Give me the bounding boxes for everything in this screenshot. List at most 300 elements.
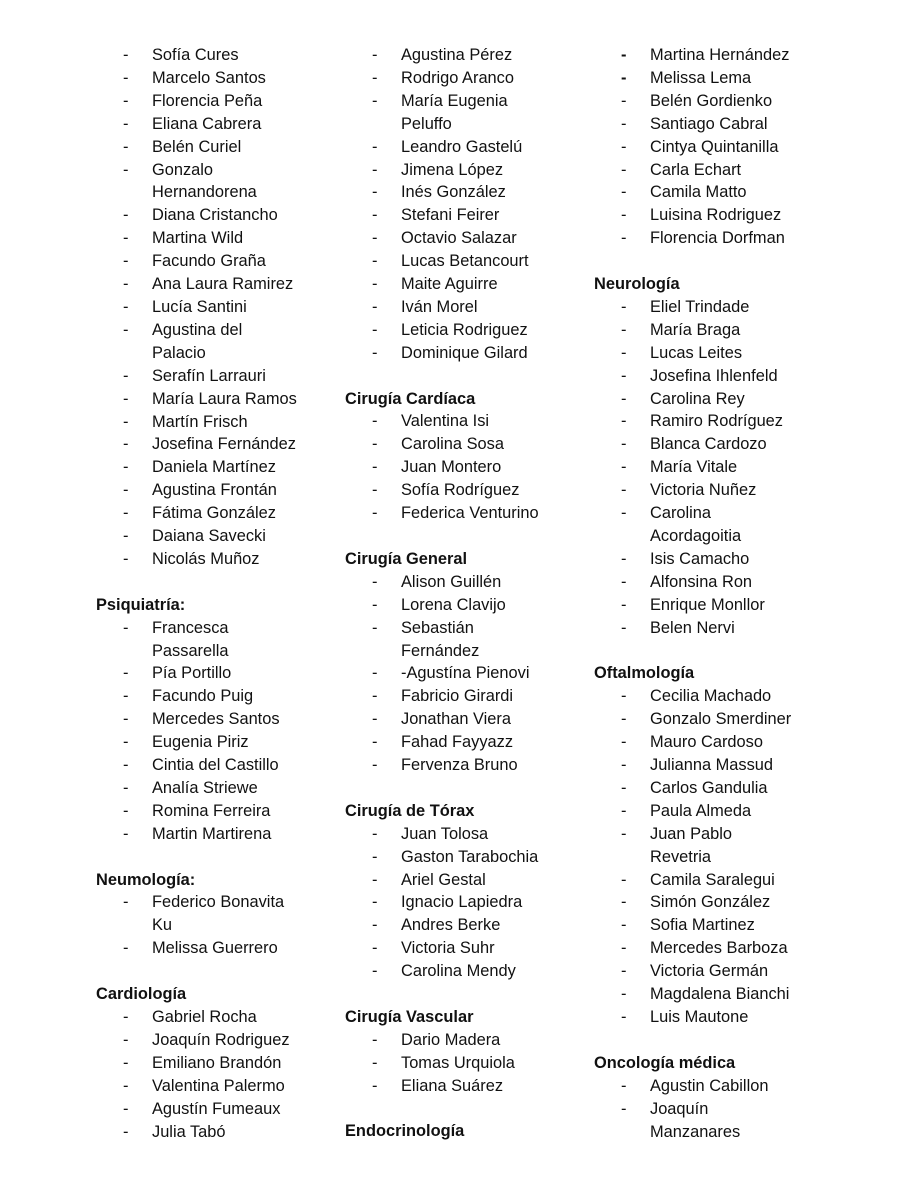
list-item bbox=[96, 937, 346, 960]
bullet-dash: - bbox=[372, 458, 378, 477]
person-name: Agustín Fumeaux bbox=[152, 1099, 281, 1118]
bullet-dash: - bbox=[123, 114, 129, 133]
bullet-dash: - bbox=[372, 916, 378, 935]
name-list bbox=[594, 685, 909, 1029]
section-heading: Endocrinología bbox=[345, 1122, 465, 1141]
person-name: Juan Montero bbox=[401, 458, 502, 477]
person-name: Martin Martirena bbox=[152, 824, 272, 843]
person-name: Sebastián bbox=[401, 618, 474, 637]
person-name: Gabriel Rocha bbox=[152, 1007, 257, 1026]
person-name: Isis Camacho bbox=[650, 549, 750, 568]
person-name: Acordagoitia bbox=[650, 527, 742, 545]
list-item bbox=[96, 1052, 346, 1075]
list-item bbox=[96, 67, 346, 90]
list-item bbox=[594, 342, 909, 365]
bullet-dash: - bbox=[621, 46, 627, 64]
person-name: Alfonsina Ron bbox=[650, 572, 753, 591]
section-spacer bbox=[345, 365, 595, 388]
person-name: Belén Gordienko bbox=[650, 91, 773, 110]
list-item bbox=[345, 44, 595, 67]
bullet-dash: - bbox=[123, 297, 129, 316]
list-item bbox=[345, 433, 595, 456]
bullet-dash: - bbox=[123, 1076, 129, 1095]
person-name: Simón González bbox=[650, 893, 771, 912]
person-name: Nicolás Muñoz bbox=[152, 549, 260, 568]
name-list bbox=[345, 571, 595, 777]
list-item bbox=[345, 227, 595, 250]
person-name: Lorena Clavijo bbox=[401, 595, 506, 614]
list-item bbox=[96, 731, 346, 754]
list-item bbox=[345, 754, 595, 777]
bullet-dash: - bbox=[123, 1099, 129, 1118]
list-item bbox=[594, 181, 909, 204]
bullet-dash: - bbox=[372, 572, 378, 591]
person-name: Daiana Savecki bbox=[152, 527, 266, 546]
name-list bbox=[594, 44, 909, 250]
bullet-dash: - bbox=[123, 275, 129, 294]
list-item bbox=[594, 479, 909, 502]
bullet-dash: - bbox=[372, 1030, 378, 1049]
section-heading: Oftalmología bbox=[594, 664, 695, 683]
bullet-dash: - bbox=[123, 320, 129, 339]
bullet-dash: - bbox=[372, 91, 378, 110]
person-name: Federica Venturino bbox=[401, 504, 539, 523]
person-name: Pía Portillo bbox=[152, 664, 232, 683]
bullet-dash: - bbox=[621, 1099, 627, 1118]
list-item bbox=[345, 1075, 595, 1098]
bullet-dash: - bbox=[621, 343, 627, 362]
list-item bbox=[594, 90, 909, 113]
list-item bbox=[594, 1006, 909, 1029]
list-item bbox=[594, 365, 909, 388]
name-list bbox=[594, 1075, 909, 1144]
person-name: Julianna Massud bbox=[650, 756, 774, 775]
bullet-dash: - bbox=[372, 183, 378, 202]
list-item bbox=[345, 296, 595, 319]
list-item bbox=[594, 113, 909, 136]
person-name: Ariel Gestal bbox=[401, 870, 486, 889]
list-item bbox=[594, 1098, 909, 1144]
list-item bbox=[594, 227, 909, 250]
bullet-dash: - bbox=[372, 1076, 378, 1095]
list-item bbox=[594, 388, 909, 411]
list-item bbox=[96, 411, 346, 434]
list-item bbox=[96, 502, 346, 525]
list-item bbox=[594, 685, 909, 708]
name-list bbox=[96, 891, 346, 960]
specialty-section bbox=[96, 571, 346, 846]
bullet-dash: - bbox=[621, 137, 627, 156]
section-heading: Cirugía Vascular bbox=[345, 1007, 474, 1026]
specialty-section bbox=[345, 365, 595, 525]
list-item bbox=[96, 227, 346, 250]
list-item bbox=[345, 1052, 595, 1075]
list-item bbox=[345, 571, 595, 594]
person-name: Carla Echart bbox=[650, 160, 742, 179]
person-name: Cintya Quintanilla bbox=[650, 137, 779, 156]
bullet-dash: - bbox=[372, 275, 378, 294]
person-name: Leticia Rodriguez bbox=[401, 320, 528, 339]
list-item bbox=[345, 685, 595, 708]
column-3 bbox=[594, 44, 909, 1143]
person-name: Cecilia Machado bbox=[650, 687, 772, 706]
bullet-dash: - bbox=[621, 962, 627, 981]
list-item bbox=[96, 1006, 346, 1029]
bullet-dash: - bbox=[621, 91, 627, 110]
bullet-dash: - bbox=[621, 504, 627, 523]
person-name: Agustina del bbox=[152, 320, 243, 339]
list-item bbox=[345, 456, 595, 479]
list-item bbox=[96, 319, 346, 365]
list-item bbox=[594, 1075, 909, 1098]
list-item bbox=[96, 250, 346, 273]
person-name: Joaquín Rodriguez bbox=[152, 1030, 290, 1049]
list-item bbox=[345, 1029, 595, 1052]
person-name: Belén Curiel bbox=[152, 137, 242, 156]
person-name: Camila Matto bbox=[650, 183, 747, 202]
person-name: María Laura Ramos bbox=[152, 389, 297, 408]
section-heading: Oncología médica bbox=[594, 1053, 736, 1072]
specialty-section bbox=[594, 250, 909, 639]
bullet-dash: - bbox=[372, 68, 378, 87]
bullet-dash: - bbox=[372, 481, 378, 500]
person-name: Stefani Feirer bbox=[401, 206, 500, 225]
person-name: Enrique Monllor bbox=[650, 595, 765, 614]
list-item bbox=[96, 113, 346, 136]
person-name: Josefina Ihlenfeld bbox=[650, 366, 778, 385]
bullet-dash: - bbox=[621, 183, 627, 202]
bullet-dash: - bbox=[621, 870, 627, 889]
section-spacer bbox=[594, 1029, 909, 1052]
bullet-dash: - bbox=[372, 847, 378, 866]
bullet-dash: - bbox=[621, 824, 627, 843]
list-item bbox=[96, 479, 346, 502]
bullet-dash: - bbox=[123, 527, 129, 546]
list-item bbox=[345, 891, 595, 914]
bullet-dash: - bbox=[621, 114, 627, 133]
bullet-dash: - bbox=[123, 481, 129, 500]
bullet-dash: - bbox=[372, 618, 378, 637]
list-item bbox=[96, 136, 346, 159]
person-name: Gonzalo Smerdiner bbox=[650, 710, 792, 729]
person-name: Carolina Mendy bbox=[401, 962, 516, 981]
list-item bbox=[345, 181, 595, 204]
person-name: Rodrigo Aranco bbox=[401, 68, 514, 87]
list-item bbox=[96, 662, 346, 685]
bullet-dash: - bbox=[372, 893, 378, 912]
list-item bbox=[345, 869, 595, 892]
person-name: Emiliano Brandón bbox=[152, 1053, 282, 1072]
list-item bbox=[594, 914, 909, 937]
bullet-dash: - bbox=[372, 320, 378, 339]
list-item bbox=[96, 365, 346, 388]
person-name: Ramiro Rodríguez bbox=[650, 412, 783, 431]
bullet-dash: - bbox=[123, 504, 129, 523]
list-item bbox=[96, 1121, 346, 1144]
section-spacer bbox=[96, 571, 346, 594]
list-item bbox=[96, 800, 346, 823]
bullet-dash: - bbox=[123, 1053, 129, 1072]
list-item bbox=[96, 1098, 346, 1121]
list-item bbox=[594, 136, 909, 159]
person-name: Diana Cristancho bbox=[152, 206, 278, 225]
person-name: Francesca bbox=[152, 618, 229, 637]
person-name: Victoria Germán bbox=[650, 962, 769, 981]
person-name: Magdalena Bianchi bbox=[650, 985, 790, 1004]
column-1 bbox=[96, 44, 346, 1143]
list-item bbox=[594, 960, 909, 983]
person-name: Valentina Palermo bbox=[152, 1076, 285, 1095]
person-name: Marcelo Santos bbox=[152, 68, 266, 87]
list-item bbox=[345, 319, 595, 342]
bullet-dash: - bbox=[621, 412, 627, 431]
person-name: Eugenia Piriz bbox=[152, 733, 249, 752]
bullet-dash: - bbox=[123, 1030, 129, 1049]
bullet-dash: - bbox=[621, 916, 627, 935]
bullet-dash: - bbox=[621, 939, 627, 958]
bullet-dash: - bbox=[123, 1122, 129, 1141]
section-spacer bbox=[345, 525, 595, 548]
person-name: Juan Pablo bbox=[650, 824, 733, 843]
list-item bbox=[345, 67, 595, 90]
section-spacer bbox=[96, 846, 346, 869]
person-name: Luisina Rodriguez bbox=[650, 206, 782, 225]
bullet-dash: - bbox=[621, 618, 627, 637]
person-name: Sofia Martinez bbox=[650, 916, 755, 935]
list-item bbox=[345, 90, 595, 136]
person-name: Martina Wild bbox=[152, 229, 244, 248]
bullet-dash: - bbox=[123, 389, 129, 408]
person-name: Victoria Suhr bbox=[401, 939, 495, 958]
bullet-dash: - bbox=[621, 366, 627, 385]
person-name: Josefina Fernández bbox=[152, 435, 296, 454]
list-item bbox=[594, 869, 909, 892]
bullet-dash: - bbox=[621, 549, 627, 568]
person-name: Joaquín bbox=[650, 1099, 709, 1118]
bullet-dash: - bbox=[621, 160, 627, 179]
bullet-dash: - bbox=[123, 229, 129, 248]
person-name: Hernandorena bbox=[152, 183, 257, 202]
person-name: María Vitale bbox=[650, 458, 738, 477]
person-name: Analía Striewe bbox=[152, 778, 258, 797]
bullet-dash: - bbox=[123, 733, 129, 752]
specialty-section bbox=[345, 525, 595, 777]
person-name: Valentina Isi bbox=[401, 412, 490, 431]
bullet-dash: - bbox=[372, 870, 378, 889]
section-heading: Neurología bbox=[594, 275, 680, 294]
list-item bbox=[345, 250, 595, 273]
person-name: Leandro Gastelú bbox=[401, 137, 523, 156]
person-name: Fabricio Girardi bbox=[401, 687, 514, 706]
person-name: Agustina Pérez bbox=[401, 46, 513, 64]
person-name: Florencia Dorfman bbox=[650, 229, 785, 248]
bullet-dash: - bbox=[372, 687, 378, 706]
person-name: Mauro Cardoso bbox=[650, 733, 763, 752]
list-item bbox=[594, 617, 909, 640]
person-name: Jimena López bbox=[401, 160, 504, 179]
list-item bbox=[594, 731, 909, 754]
bullet-dash: - bbox=[123, 412, 129, 431]
person-name: Mercedes Santos bbox=[152, 710, 280, 729]
person-name: Carlos Gandulia bbox=[650, 778, 768, 797]
specialty-section bbox=[345, 777, 595, 983]
bullet-dash: - bbox=[372, 229, 378, 248]
person-name: Fátima González bbox=[152, 504, 276, 523]
name-list bbox=[96, 44, 346, 571]
section-heading: Psiquiatría: bbox=[96, 595, 186, 614]
person-name: Maite Aguirre bbox=[401, 275, 498, 294]
name-list bbox=[345, 410, 595, 525]
person-name: Revetria bbox=[650, 847, 712, 866]
bullet-dash: - bbox=[621, 458, 627, 477]
bullet-dash: - bbox=[123, 366, 129, 385]
person-name: María Braga bbox=[650, 320, 741, 339]
person-name: Blanca Cardozo bbox=[650, 435, 767, 454]
bullet-dash: - bbox=[372, 206, 378, 225]
bullet-dash: - bbox=[123, 435, 129, 454]
column-2 bbox=[345, 44, 595, 1143]
person-name: Dominique Gilard bbox=[401, 343, 528, 362]
bullet-dash: - bbox=[372, 435, 378, 454]
person-name: Sofía Rodríguez bbox=[401, 481, 520, 500]
list-item bbox=[594, 296, 909, 319]
bullet-dash: - bbox=[123, 893, 129, 912]
bullet-dash: - bbox=[123, 801, 129, 820]
person-name: Camila Saralegui bbox=[650, 870, 775, 889]
list-item bbox=[594, 319, 909, 342]
bullet-dash: - bbox=[372, 1053, 378, 1072]
name-list bbox=[345, 1029, 595, 1098]
list-item bbox=[96, 1029, 346, 1052]
bullet-dash: - bbox=[621, 595, 627, 614]
list-item bbox=[594, 433, 909, 456]
name-list bbox=[345, 823, 595, 983]
list-item bbox=[594, 571, 909, 594]
bullet-dash: - bbox=[621, 778, 627, 797]
person-name: Gaston Tarabochia bbox=[401, 847, 539, 866]
list-item bbox=[345, 960, 595, 983]
person-name: Martín Frisch bbox=[152, 412, 248, 431]
bullet-dash: - bbox=[123, 160, 129, 179]
person-name: Victoria Nuñez bbox=[650, 481, 757, 500]
list-item bbox=[96, 388, 346, 411]
list-item bbox=[345, 273, 595, 296]
bullet-dash: - bbox=[621, 206, 627, 225]
bullet-dash: - bbox=[123, 710, 129, 729]
bullet-dash: - bbox=[123, 91, 129, 110]
person-name: Octavio Salazar bbox=[401, 229, 517, 248]
person-name: Manzanares bbox=[650, 1122, 741, 1141]
person-name: Palacio bbox=[152, 343, 206, 362]
bullet-dash: - bbox=[621, 893, 627, 912]
list-item bbox=[96, 777, 346, 800]
person-name: Dario Madera bbox=[401, 1030, 501, 1049]
person-name: Lucas Betancourt bbox=[401, 252, 529, 271]
list-item bbox=[345, 159, 595, 182]
bullet-dash: - bbox=[123, 756, 129, 775]
list-item bbox=[345, 136, 595, 159]
bullet-dash: - bbox=[621, 1076, 627, 1095]
list-item bbox=[96, 617, 346, 663]
list-item bbox=[96, 891, 346, 937]
bullet-dash: - bbox=[621, 229, 627, 248]
list-item bbox=[594, 754, 909, 777]
person-name: Sofía Cures bbox=[152, 46, 239, 64]
person-name: Carolina Rey bbox=[650, 389, 745, 408]
list-item bbox=[594, 891, 909, 914]
bullet-dash: - bbox=[372, 595, 378, 614]
person-name: Iván Morel bbox=[401, 297, 478, 316]
list-item bbox=[96, 44, 346, 67]
person-name: María Eugenia bbox=[401, 91, 508, 110]
list-item bbox=[345, 914, 595, 937]
section-spacer bbox=[594, 250, 909, 273]
list-item bbox=[345, 846, 595, 869]
section-spacer bbox=[345, 777, 595, 800]
list-item bbox=[96, 456, 346, 479]
list-item bbox=[594, 800, 909, 823]
bullet-dash: - bbox=[372, 710, 378, 729]
list-item bbox=[594, 456, 909, 479]
bullet-dash: - bbox=[372, 939, 378, 958]
person-name: Andres Berke bbox=[401, 916, 501, 935]
person-name: Fahad Fayyazz bbox=[401, 733, 514, 752]
name-list bbox=[96, 1006, 346, 1143]
person-name: Facundo Graña bbox=[152, 252, 266, 271]
bullet-dash: - bbox=[123, 824, 129, 843]
person-name: Federico Bonavita bbox=[152, 893, 285, 912]
person-name: Daniela Martínez bbox=[152, 458, 276, 477]
section-spacer bbox=[345, 1098, 595, 1121]
person-name: Eliana Suárez bbox=[401, 1076, 504, 1095]
bullet-dash: - bbox=[621, 801, 627, 820]
bullet-dash: - bbox=[621, 710, 627, 729]
list-item bbox=[96, 296, 346, 319]
bullet-dash: - bbox=[123, 778, 129, 797]
list-item bbox=[96, 823, 346, 846]
bullet-dash: - bbox=[621, 1008, 627, 1026]
list-item bbox=[96, 548, 346, 571]
list-item bbox=[594, 204, 909, 227]
list-item bbox=[594, 777, 909, 800]
section-spacer bbox=[594, 640, 909, 663]
specialty-section bbox=[96, 960, 346, 1143]
list-item bbox=[594, 410, 909, 433]
bullet-dash: - bbox=[372, 733, 378, 752]
bullet-dash: - bbox=[123, 137, 129, 156]
person-name: Gonzalo bbox=[152, 160, 214, 179]
list-item bbox=[96, 754, 346, 777]
person-name: Fervenza Bruno bbox=[401, 756, 518, 775]
list-item bbox=[594, 594, 909, 617]
name-list bbox=[96, 617, 346, 846]
list-item bbox=[594, 708, 909, 731]
bullet-dash: - bbox=[372, 252, 378, 271]
person-name: Florencia Peña bbox=[152, 91, 263, 110]
name-list bbox=[345, 44, 595, 365]
list-item bbox=[594, 548, 909, 571]
person-name: Santiago Cabral bbox=[650, 114, 768, 133]
person-name: Cintia del Castillo bbox=[152, 756, 279, 775]
person-name: Alison Guillén bbox=[401, 572, 502, 591]
list-item bbox=[96, 433, 346, 456]
bullet-dash: - bbox=[621, 435, 627, 454]
person-name: Facundo Puig bbox=[152, 687, 254, 706]
specialty-section bbox=[96, 846, 346, 961]
specialty-section bbox=[345, 44, 595, 365]
bullet-dash: - bbox=[123, 549, 129, 568]
bullet-dash: - bbox=[372, 504, 378, 523]
